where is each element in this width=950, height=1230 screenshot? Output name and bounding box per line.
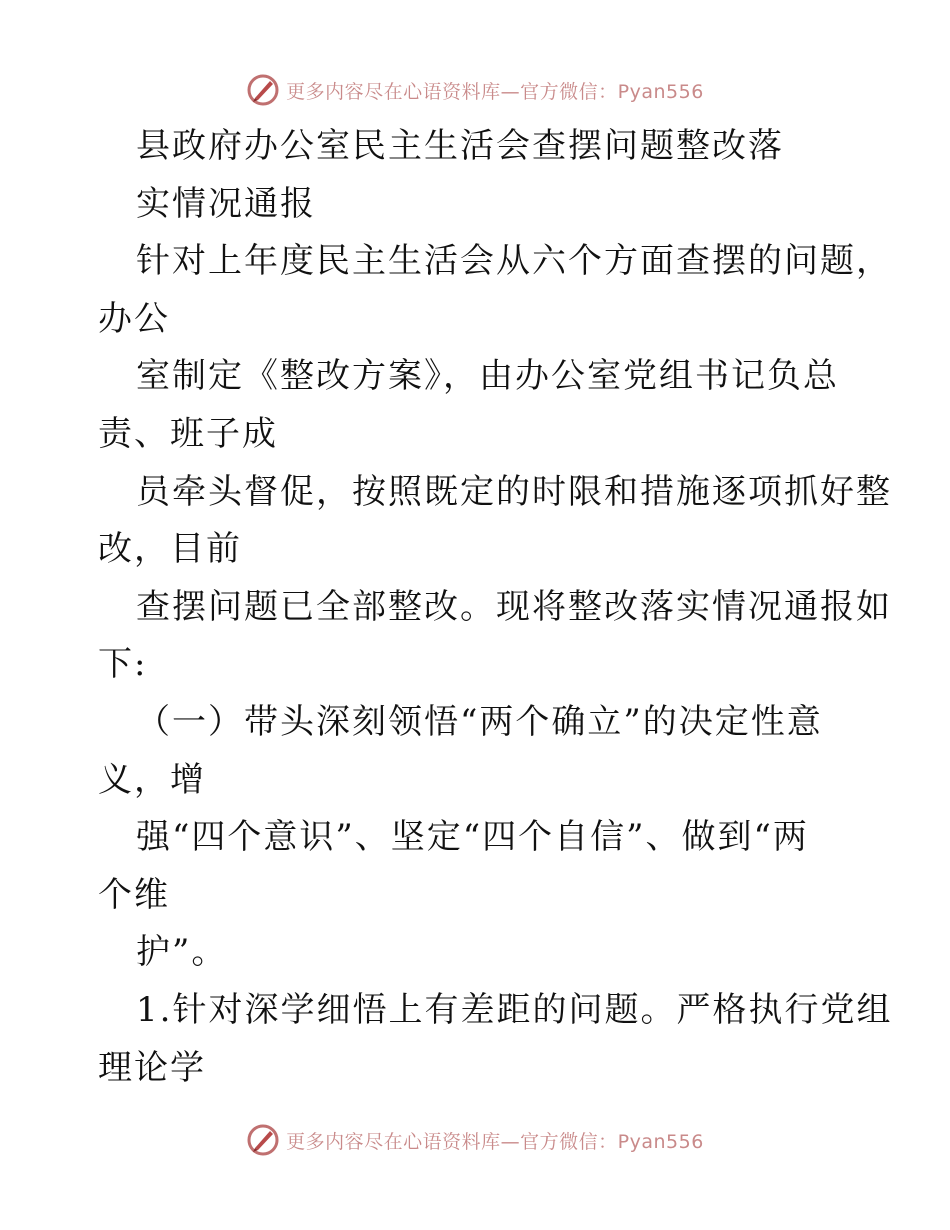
text-line: 查摆问题已全部整改。现将整改落实情况通报如 <box>136 586 892 627</box>
text-line: 办公 <box>98 298 170 339</box>
quill-pen-seal-icon <box>246 1123 280 1157</box>
text-line: 实情况通报 <box>136 183 316 224</box>
text-line: 针对上年度民主生活会从六个方面查摆的问题， <box>136 241 892 282</box>
watermark-text: 更多内容尽在心语资料库—官方微信：Pyan556 <box>286 80 704 103</box>
text-line: 员牵头督促，按照既定的时限和措施逐项抓好整 <box>136 471 892 512</box>
text-line: 责、班子成 <box>98 413 278 454</box>
text-line: 下: <box>98 644 148 685</box>
text-line: 改，目前 <box>98 529 242 570</box>
text-line: （一）带头深刻领悟“两个确立”的决定性意 <box>136 701 823 742</box>
text-line: 1.针对深学细悟上有差距的问题。严格执行党组 <box>136 989 893 1030</box>
text-line: 理论学 <box>98 1047 206 1088</box>
text-line: 义，增 <box>98 759 206 800</box>
watermark-text: 更多内容尽在心语资料库—官方微信：Pyan556 <box>286 1130 704 1153</box>
watermark-banner-top <box>0 70 950 110</box>
quill-pen-seal-icon <box>246 73 280 107</box>
text-line: 护”。 <box>136 932 228 973</box>
watermark-banner-bottom <box>0 1120 950 1160</box>
text-line: 室制定《整改方案》，由办公室党组书记负总 <box>136 356 839 397</box>
document-body <box>98 118 893 1097</box>
text-line: 县政府办公室民主生活会查摆问题整改落 <box>136 126 784 166</box>
text-line: 个维 <box>98 874 170 915</box>
text-line: 强“四个意识”、坚定“四个自信”、做到“两 <box>136 817 809 858</box>
